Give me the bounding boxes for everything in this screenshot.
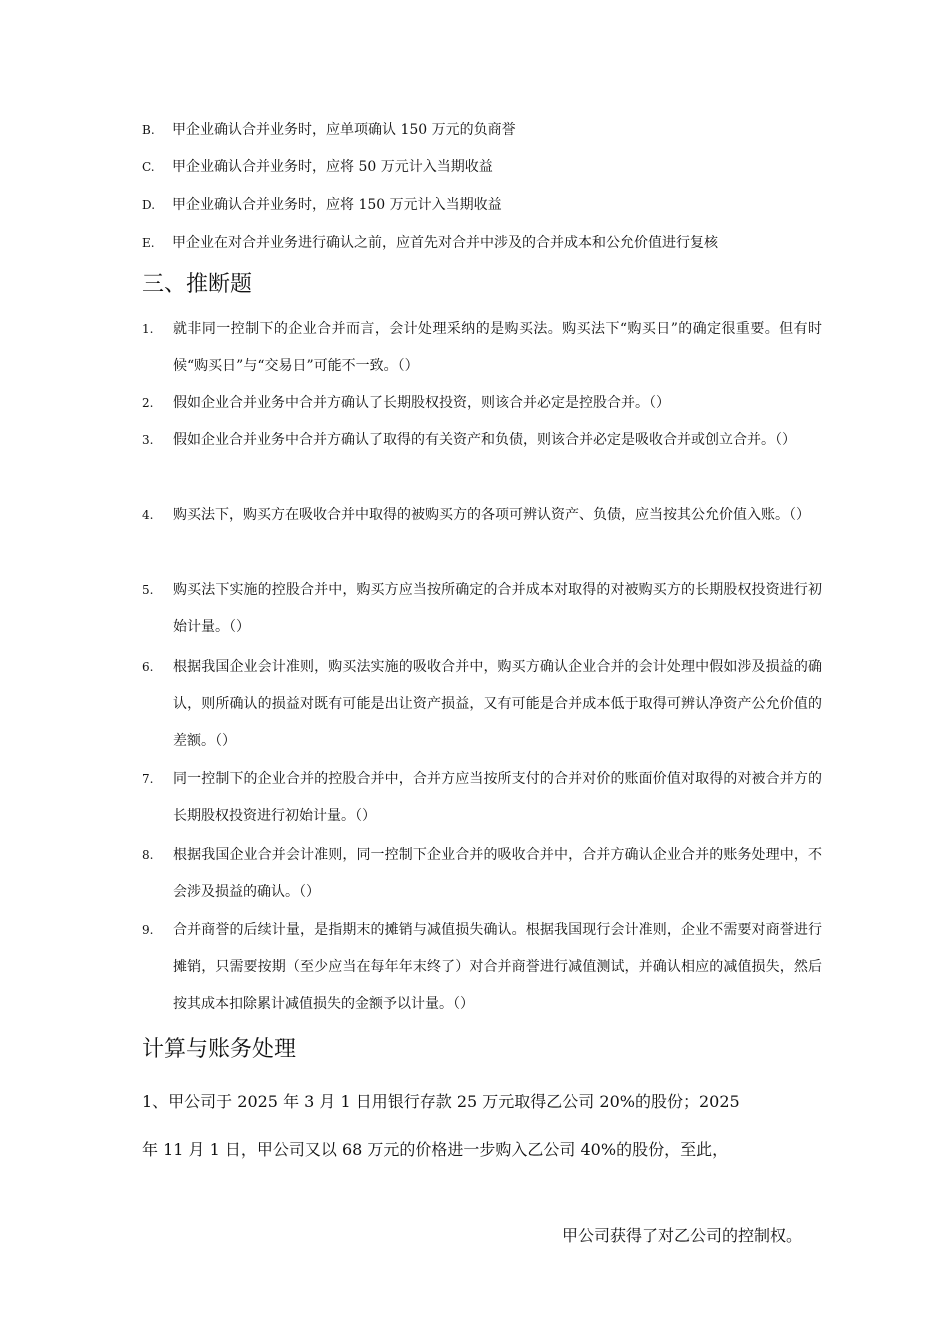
item-number: 4.	[142, 508, 154, 522]
judgment-item-4	[142, 497, 822, 534]
item-number: 5.	[142, 583, 154, 597]
item-text: 假如企业合并业务中合并方确认了取得的有关资产和负债，则该合并必定是吸收合并或创立合并。（）	[173, 432, 796, 448]
option-e	[142, 233, 832, 253]
option-text: 甲企业确认合并业务时，应将 50 万元计入当期收益	[172, 159, 493, 175]
option-letter: D.	[142, 198, 156, 212]
judgment-item-6	[142, 649, 822, 760]
item-number: 3.	[142, 433, 154, 447]
option-letter: E.	[142, 236, 155, 250]
item-text: 根据我国企业合并会计准则，同一控制下企业合并的吸收合并中，合并方确认企业合并的账务处理中，不会涉及损益的确认。（）	[173, 847, 822, 900]
item-number: 6.	[142, 660, 154, 674]
item-text: 假如企业合并业务中合并方确认了长期股权投资，则该合并必定是控股合并。（）	[173, 395, 670, 411]
item-number: 8.	[142, 848, 154, 862]
option-text: 甲企业在对合并业务进行确认之前，应首先对合并中涉及的合并成本和公允价值进行复核	[172, 235, 718, 251]
item-number: 7.	[142, 772, 154, 786]
judgment-item-5	[142, 572, 822, 646]
judgment-item-1	[142, 311, 822, 385]
option-letter: B.	[142, 123, 155, 137]
item-text: 同一控制下的企业合并的控股合并中，合并方应当按所支付的合并对价的账面价值对取得的对被合并方的长期股权投资进行初始计量。（）	[173, 771, 822, 824]
option-letter: C.	[142, 160, 155, 174]
calc-line-2: 年 11 月 1 日，甲公司又以 68 万元的价格进一步购入乙公司 40%的股份，至此，	[142, 1140, 729, 1159]
item-text: 就非同一控制下的企业合并而言，会计处理采纳的是购买法。购买法下“购买日”的确定很重要。但有时候“购买日”与“交易日”可能不一致。（）	[173, 321, 822, 374]
option-d	[142, 195, 832, 215]
judgment-item-2	[142, 385, 822, 422]
judgment-item-8	[142, 837, 822, 911]
section-heading-calc: 计算与账务处理	[142, 1037, 297, 1062]
item-number: 9.	[142, 923, 154, 937]
item-text: 合并商誉的后续计量，是指期末的摊销与减值损失确认。根据我国现行会计准则，企业不需要对商誉进行摊销，只需要按期（至少应当在每年年末终了）对合并商誉进行减值测试，并确认相应的减值损失，然后按其成本扣除累计减值损失的金额予以计量。（）	[173, 922, 822, 1012]
judgment-item-9	[142, 912, 822, 1023]
judgment-item-3	[142, 422, 822, 459]
option-c	[142, 157, 832, 177]
item-text: 购买法下实施的控股合并中，购买方应当按所确定的合并成本对取得的对被购买方的长期股权投资进行初始计量。（）	[173, 582, 822, 635]
item-number: 1.	[142, 322, 154, 336]
option-text: 甲企业确认合并业务时，应将 150 万元计入当期收益	[172, 197, 502, 213]
item-number: 2.	[142, 396, 154, 410]
option-b	[142, 120, 832, 140]
judgment-item-7	[142, 761, 822, 835]
calc-note: 甲公司获得了对乙公司的控制权。	[562, 1226, 803, 1245]
calc-line-1: 1、甲公司于 2025 年 3 月 1 日用银行存款 25 万元取得乙公司 20%的股份；2025	[142, 1092, 740, 1111]
section-heading-judgment: 三、推断题	[142, 272, 253, 297]
item-text: 根据我国企业会计准则，购买法实施的吸收合并中，购买方确认企业合并的会计处理中假如涉及损益的确认，则所确认的损益对既有可能是出让资产损益，又有可能是合并成本低于取得可辨认净资产公允价值的差额。（）	[173, 659, 822, 749]
item-text: 购买法下，购买方在吸收合并中取得的被购买方的各项可辨认资产、负债，应当按其公允价值入账。（）	[173, 507, 810, 523]
option-text: 甲企业确认合并业务时，应单项确认 150 万元的负商誉	[172, 122, 516, 138]
